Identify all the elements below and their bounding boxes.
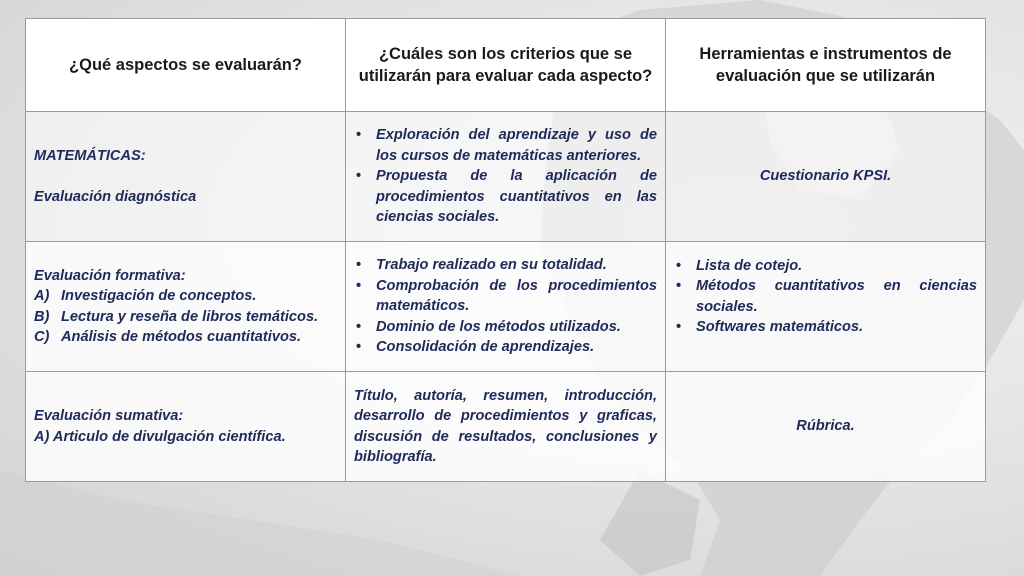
list-item: • Consolidación de aprendizajes.: [354, 337, 657, 357]
tool-cell: [666, 242, 986, 372]
list-item: [34, 286, 337, 306]
list-item: • Dominio de los métodos utilizados.: [354, 317, 657, 337]
evaluation-table: [25, 18, 986, 482]
aspect-title: Evaluación formativa:: [34, 267, 186, 284]
criteria-list: [354, 255, 657, 357]
tool-text: Rúbrica.: [796, 418, 855, 435]
table-row: [26, 112, 986, 242]
aspect-subtitle: Evaluación diagnóstica: [34, 188, 197, 205]
aspect-cell: [26, 112, 346, 242]
list-item: [34, 307, 337, 327]
aspect-line: A) Articulo de divulgación científica.: [34, 428, 286, 445]
criteria-list: [354, 125, 657, 227]
aspect-cell: [26, 242, 346, 372]
list-item: • Propuesta de la aplicación de procedimientos cuantitativos en las ciencias sociales.: [354, 166, 657, 227]
list-item-text: Análisis de métodos cuantitativos.: [61, 328, 302, 345]
table-row: [26, 372, 986, 482]
tool-cell: [666, 112, 986, 242]
list-item-text: Lectura y reseña de libros temáticos.: [61, 308, 319, 325]
list-marker: B): [34, 308, 50, 325]
list-item: • Lista de cotejo.: [674, 256, 977, 276]
list-item: • Trabajo realizado en su totalidad.: [354, 255, 657, 275]
list-item: • Exploración del aprendizaje y uso de los cursos de matemáticas anteriores.: [354, 125, 657, 166]
header-tools: Herramientas e instrumentos de evaluación que se utilizarán: [666, 19, 986, 112]
table-header-row: [26, 19, 986, 112]
criteria-cell: [346, 112, 666, 242]
list-item: • Softwares matemáticos.: [674, 317, 977, 337]
aspect-list: [34, 286, 337, 347]
header-aspects: ¿Qué aspectos se evaluarán?: [26, 19, 346, 112]
list-item: • Comprobación de los procedimientos matemáticos.: [354, 276, 657, 317]
tool-text: Cuestionario KPSI.: [759, 168, 892, 185]
aspect-title: Evaluación sumativa:: [34, 408, 184, 425]
header-criteria: ¿Cuáles son los criterios que se utilizarán para evaluar cada aspecto?: [346, 19, 666, 112]
criteria-cell: Título, autoría, resumen, introducción, desarrollo de procedimientos y graficas, discusión de resultados, conclusiones y bibliografía.: [346, 372, 666, 482]
aspect-title: MATEMÁTICAS:: [34, 148, 146, 165]
aspect-cell: [26, 372, 346, 482]
list-marker: A): [34, 288, 50, 305]
tool-cell: [666, 372, 986, 482]
list-item-text: Investigación de conceptos.: [61, 288, 257, 305]
criteria-cell: [346, 242, 666, 372]
table-row: [26, 242, 986, 372]
tools-list: [674, 256, 977, 338]
list-item: [34, 327, 337, 347]
list-marker: C): [34, 328, 50, 345]
list-item: • Métodos cuantitativos en ciencias sociales.: [674, 276, 977, 317]
